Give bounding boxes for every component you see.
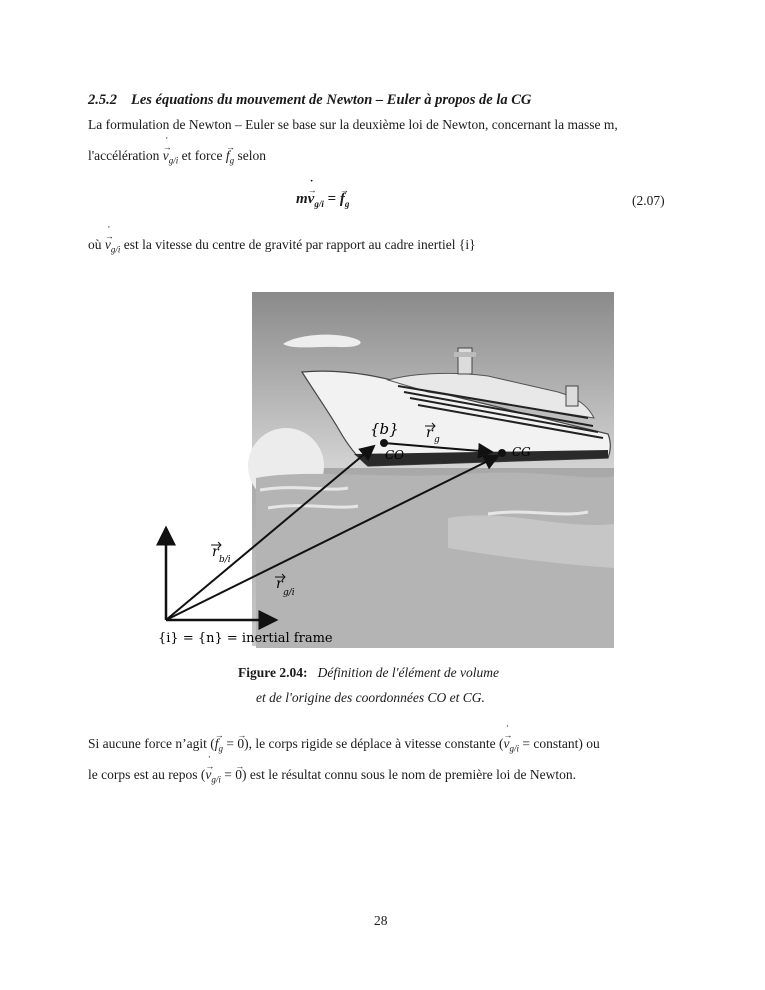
label-inertial-frame: {i} = {n} = inertial frame xyxy=(158,631,333,646)
v-letter: v xyxy=(162,148,169,163)
p3-v-letter-1: v xyxy=(503,736,510,751)
f-symbol xyxy=(226,147,230,165)
selon-text: selon xyxy=(237,148,267,163)
funnel-front xyxy=(458,348,472,374)
paragraph-1-line-2 xyxy=(88,147,266,170)
paragraph-3-line-2 xyxy=(88,766,576,789)
figure-caption-line-1 xyxy=(238,664,499,682)
eq-v-letter: v xyxy=(307,191,315,207)
funnel-rear xyxy=(566,386,578,406)
label-r-gi: r xyxy=(276,576,283,592)
p3-l2-post: ) est le résultat connu sous le nom de première loi de Newton. xyxy=(241,767,577,782)
equation xyxy=(296,190,349,213)
point-cg xyxy=(498,449,506,457)
eq-v-sub: g/i xyxy=(314,199,324,209)
label-b-frame: {b} xyxy=(370,420,399,438)
p3-l1-pre: Si aucune force n’agit ( xyxy=(88,736,215,751)
label-cg: CG xyxy=(512,445,531,459)
p3-zero-2-digit: 0 xyxy=(235,767,242,782)
eq-equals: = xyxy=(327,191,337,207)
label-r-g-sub: g xyxy=(434,435,440,445)
v-symbol xyxy=(163,147,169,165)
caption-label: Figure 2.04: xyxy=(238,665,308,680)
eq-f-sub: g xyxy=(344,199,350,209)
p3-v-letter-2: v xyxy=(205,767,212,782)
p3-v-symbol-2 xyxy=(205,766,211,784)
paragraph-3-line-1 xyxy=(88,735,600,758)
velocity-description: est la vitesse du centre de gravité par rapport au cadre inertiel {i} xyxy=(123,237,476,252)
page-number: 28 xyxy=(374,913,388,928)
ship-figure xyxy=(88,268,668,650)
v-subscript: g/i xyxy=(168,155,179,166)
p3-equals-2: = xyxy=(224,767,232,782)
equation-number: (2.07) xyxy=(632,193,665,208)
p3-zero-1 xyxy=(237,735,244,753)
accel-text: l'accélération xyxy=(88,148,160,163)
force-text: et force xyxy=(181,148,223,163)
figure-caption-line-2: et de l'origine des coordonnées CO et CG. xyxy=(256,690,485,705)
eq-v xyxy=(308,190,315,208)
label-r-bi-sub: b/i xyxy=(219,555,231,565)
p3-v-sub-2: g/i xyxy=(211,774,221,785)
p3-l1-mid: ), le corps rigide se déplace à vitesse constante ( xyxy=(244,736,504,751)
v-letter-2: v xyxy=(104,237,111,252)
v-symbol-2 xyxy=(105,236,111,254)
f-letter: f xyxy=(225,148,230,163)
f-subscript: g xyxy=(229,155,235,166)
eq-f xyxy=(340,190,345,208)
v-subscript-2: g/i xyxy=(110,244,121,255)
p3-v-symbol-1 xyxy=(504,735,510,753)
p3-f-symbol xyxy=(215,735,219,753)
p3-l1-post: = constant) ou xyxy=(522,736,600,751)
label-co: CO xyxy=(385,448,405,462)
p3-v-sub-1: g/i xyxy=(509,743,520,754)
eq-f-letter: f xyxy=(339,191,345,207)
label-r-g: r xyxy=(426,425,433,441)
section-title: Les équations du mouvement de Newton – Euler à propos de la CG xyxy=(131,92,532,108)
funnel-band xyxy=(454,352,476,357)
p3-zero-1-digit: 0 xyxy=(237,736,245,751)
eq-mass: m xyxy=(296,191,308,207)
p3-f-letter: f xyxy=(214,736,219,751)
p3-equals-1: = xyxy=(226,736,234,751)
p3-f-sub: g xyxy=(218,743,223,754)
section-number: 2.5.2 xyxy=(88,92,117,108)
ou-text: où xyxy=(88,237,102,252)
p3-l2-pre: le corps est au repos ( xyxy=(88,767,206,782)
label-r-bi: r xyxy=(212,544,219,560)
paragraph-2 xyxy=(88,236,476,259)
point-co xyxy=(380,439,388,447)
paragraph-1-line-1: La formulation de Newton – Euler se base sur la deuxième loi de Newton, concernant la masse m, xyxy=(88,117,618,132)
caption-text-1: Définition de l'élément de volume xyxy=(317,665,499,680)
p3-zero-2 xyxy=(235,766,242,784)
section-heading xyxy=(88,91,531,109)
label-r-gi-sub: g/i xyxy=(283,588,295,598)
